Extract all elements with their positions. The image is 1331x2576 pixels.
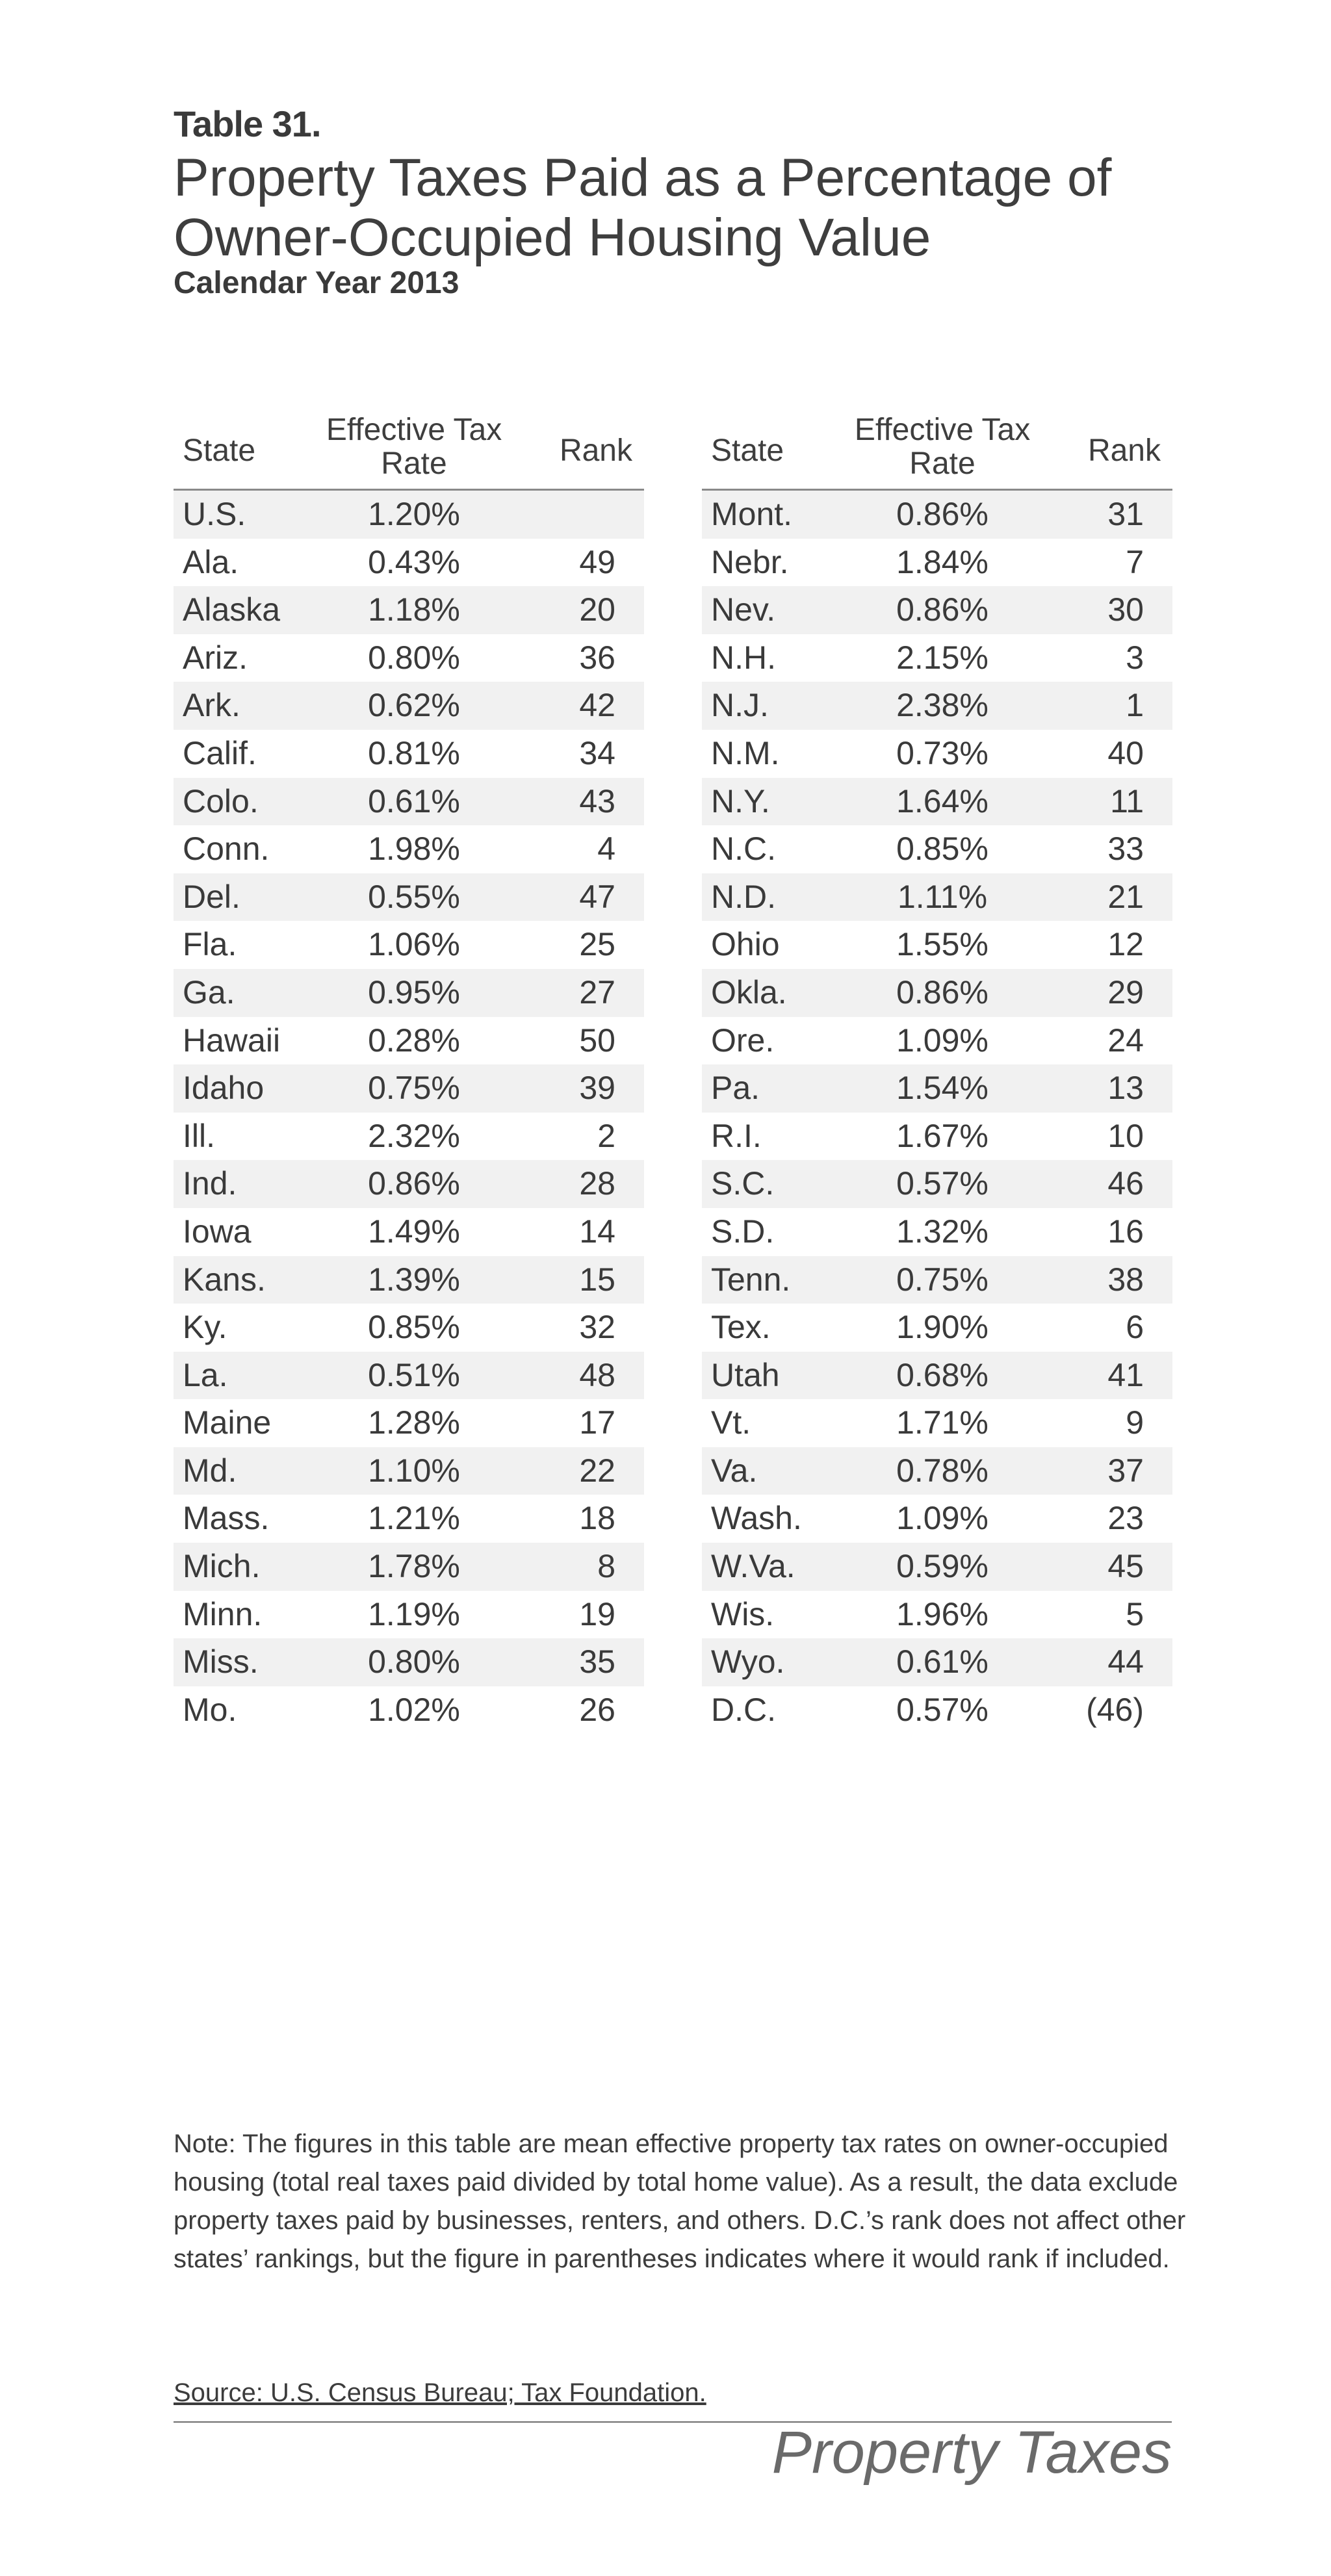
cell-rank: 16 [1107,1213,1144,1250]
cell-state: R.I. [711,1117,762,1154]
cell-rank: 23 [1107,1500,1144,1537]
cell-state: Hawaii [183,1022,281,1059]
cell-rank: 6 [1126,1309,1144,1346]
column-header-state: State [711,433,784,468]
cell-state: Fla. [183,926,237,963]
cell-rank: 35 [579,1643,615,1681]
cell-rate: 1.19% [368,1595,460,1632]
cell-rank: 46 [1107,1165,1144,1202]
cell-rank: 38 [1107,1261,1144,1298]
cell-rank: 45 [1107,1548,1144,1585]
cell-state: Miss. [183,1643,259,1681]
table-row [702,1399,1172,1447]
cell-state: Ore. [711,1022,775,1059]
cell-state: W.Va. [711,1548,795,1585]
cell-state: Wash. [711,1500,802,1537]
cell-rate: 0.86% [368,1165,460,1202]
cell-rate: 1.49% [368,1213,460,1250]
cell-rank: 37 [1107,1452,1144,1489]
cell-state: Ill. [183,1117,215,1154]
cell-state: Ark. [183,687,240,724]
cell-rate: 0.75% [368,1070,460,1107]
cell-rate: 0.86% [896,496,989,532]
table-row [174,634,644,682]
cell-rank: 21 [1107,878,1144,915]
cell-rate: 1.71% [896,1404,989,1441]
cell-rank: 26 [579,1691,615,1728]
table-row [174,1591,644,1639]
table-row [702,1447,1172,1495]
cell-rank: 44 [1107,1643,1144,1681]
cell-rate: 2.38% [896,687,989,724]
right-table-header [702,413,1172,491]
cell-state: Iowa [183,1213,252,1250]
cell-rate: 1.55% [896,926,989,963]
cell-state: Idaho [183,1070,265,1107]
table-row [702,1543,1172,1591]
cell-rank: 32 [579,1309,615,1346]
cell-state: Tenn. [711,1261,791,1298]
cell-rate: 1.20% [368,496,460,532]
table-row [702,778,1172,826]
column-header-rank: Rank [559,433,632,468]
cell-rate: 0.86% [896,591,989,628]
cell-state: Pa. [711,1070,760,1107]
left-table-body [174,491,644,1734]
cell-rate: 2.15% [896,639,989,676]
table-row [702,1160,1172,1208]
table-row [702,1064,1172,1113]
table-row [174,778,644,826]
cell-rank: 41 [1107,1356,1144,1393]
table-row [174,825,644,873]
cell-rank: 14 [579,1213,615,1250]
cell-state: Tex. [711,1309,771,1346]
cell-rate: 1.28% [368,1404,460,1441]
table-row [702,1686,1172,1734]
cell-rank: 39 [579,1070,615,1107]
cell-state: S.C. [711,1165,775,1202]
table-row [174,1113,644,1161]
table-row [174,730,644,778]
table-row [702,969,1172,1017]
title-line-2: Owner-Occupied Housing Value [174,208,931,267]
table-row [702,539,1172,587]
cell-state: N.M. [711,734,780,771]
cell-rank: 13 [1107,1070,1144,1107]
cell-state: N.C. [711,831,776,868]
cell-state: Alaska [183,591,281,628]
table-row [174,1399,644,1447]
table-row [702,586,1172,634]
cell-rank: 8 [597,1548,615,1585]
table-row [174,1543,644,1591]
cell-rate: 0.62% [368,687,460,724]
table-row [174,1495,644,1543]
cell-rate: 1.06% [368,926,460,963]
cell-rate: 0.28% [368,1022,460,1059]
cell-rank: 20 [579,591,615,628]
cell-rank: 36 [579,639,615,676]
cell-rate: 0.43% [368,543,460,580]
cell-state: Vt. [711,1404,751,1441]
table-row [702,1495,1172,1543]
table-row [702,873,1172,921]
table-row [174,1064,644,1113]
left-table-header [174,413,644,491]
cell-rate: 0.75% [896,1261,989,1298]
cell-state: Ala. [183,543,239,580]
cell-rate: 1.78% [368,1548,460,1585]
cell-state: S.D. [711,1213,775,1250]
cell-rank: 1 [1126,687,1144,724]
cell-rate: 1.32% [896,1213,989,1250]
cell-rate: 1.90% [896,1309,989,1346]
cell-state: Kans. [183,1261,266,1298]
right-table [702,413,1172,1734]
cell-state: N.J. [711,687,769,724]
cell-rate: 0.59% [896,1548,989,1585]
table-row [174,873,644,921]
table-row [174,1352,644,1400]
cell-rank: 34 [579,734,615,771]
table-row [174,586,644,634]
table-row [174,491,644,539]
cell-rank: 18 [579,1500,615,1537]
cell-rate: 1.39% [368,1261,460,1298]
cell-rank: (46) [1086,1691,1144,1728]
table-row [174,1208,644,1256]
cell-rank: 33 [1107,831,1144,868]
cell-rank: 43 [579,782,615,819]
table-row [702,491,1172,539]
source-citation: Source: U.S. Census Bureau; Tax Foundation. [174,2378,706,2407]
cell-rank: 17 [579,1404,615,1441]
cell-rate: 0.73% [896,734,989,771]
cell-rank: 15 [579,1261,615,1298]
cell-rate: 0.57% [896,1691,989,1728]
table-row [702,1208,1172,1256]
table-row [174,969,644,1017]
cell-rank: 30 [1107,591,1144,628]
cell-rank: 19 [579,1595,615,1632]
cell-rate: 1.54% [896,1070,989,1107]
cell-state: N.D. [711,878,776,915]
cell-rate: 1.67% [896,1117,989,1154]
cell-state: Utah [711,1356,780,1393]
cell-rate: 0.86% [896,973,989,1011]
cell-rate: 0.51% [368,1356,460,1393]
cell-rate: 1.64% [896,782,989,819]
table-row [174,1160,644,1208]
cell-rank: 27 [579,973,615,1011]
table-row [174,539,644,587]
cell-rate: 1.09% [896,1022,989,1059]
cell-rate: 1.02% [368,1691,460,1728]
cell-state: Maine [183,1404,272,1441]
table-row [702,730,1172,778]
cell-state: Mass. [183,1500,270,1537]
cell-rate: 0.78% [896,1452,989,1489]
column-header-state: State [183,433,256,468]
table-row [702,634,1172,682]
table-row [174,1638,644,1686]
table-note: Note: The figures in this table are mean effective property tax rates on owner-occupied housing (total real taxes paid divided by total home value). As a result, the data exclude property taxes paid by businesses, renters, and others. D.C.’s rank does not affect other states’ rankings, but the figure in parentheses indicates where it would rank if included. [174,2130,1186,2273]
cell-rate: 0.85% [896,831,989,868]
table-row [702,1352,1172,1400]
table-row [174,1017,644,1065]
table-row [702,1017,1172,1065]
page-title [174,148,1213,268]
cell-rate: 0.85% [368,1309,460,1346]
cell-state: Nebr. [711,543,789,580]
cell-state: Ariz. [183,639,248,676]
right-table-body [702,491,1172,1734]
column-header-rate: Effective Tax Rate [854,413,1031,481]
cell-rank: 31 [1107,496,1144,532]
table-row [174,921,644,969]
cell-rate: 0.55% [368,878,460,915]
cell-state: Minn. [183,1595,263,1632]
table-row [702,1113,1172,1161]
cell-state: Mont. [711,496,793,532]
table-row [174,1256,644,1304]
cell-rate: 1.96% [896,1595,989,1632]
cell-state: Okla. [711,973,787,1011]
cell-state: Ohio [711,926,780,963]
cell-rank: 47 [579,878,615,915]
cell-state: La. [183,1356,228,1393]
cell-rate: 1.11% [897,878,988,915]
table-row [174,1686,644,1734]
cell-rank: 12 [1107,926,1144,963]
cell-rate: 0.61% [368,782,460,819]
cell-state: N.H. [711,639,776,676]
cell-rank: 22 [579,1452,615,1489]
cell-rate: 0.81% [368,734,460,771]
cell-rank: 49 [579,543,615,580]
cell-rate: 1.21% [368,1500,460,1537]
section-footer: Property Taxes [771,2419,1172,2486]
cell-rank: 7 [1126,543,1144,580]
cell-state: Conn. [183,831,270,868]
cell-state: Md. [183,1452,237,1489]
cell-rank: 24 [1107,1022,1144,1059]
cell-state: Mich. [183,1548,261,1585]
page-subtitle: Calendar Year 2013 [174,266,459,300]
cell-rank: 42 [579,687,615,724]
column-header-rank: Rank [1087,433,1161,468]
cell-rate: 1.98% [368,831,460,868]
cell-state: D.C. [711,1691,776,1728]
cell-state: Del. [183,878,240,915]
cell-state: Calif. [183,734,257,771]
cell-rate: 1.18% [368,591,460,628]
cell-rank: 48 [579,1356,615,1393]
cell-state: Nev. [711,591,776,628]
cell-rank: 29 [1107,973,1144,1011]
cell-rank: 4 [597,831,615,868]
left-table [174,413,644,1734]
cell-state: Wis. [711,1595,775,1632]
cell-rate: 1.84% [896,543,989,580]
cell-rank: 25 [579,926,615,963]
table-row [702,1638,1172,1686]
cell-rate: 1.10% [368,1452,460,1489]
table-label: Table 31. [174,103,321,144]
column-header-rate: Effective Tax Rate [326,413,502,481]
table-row [702,1304,1172,1352]
table-row [702,682,1172,730]
title-line-1: Property Taxes Paid as a Percentage of [174,148,1112,207]
cell-state: U.S. [183,496,246,532]
cell-state: Ga. [183,973,235,1011]
cell-rank: 28 [579,1165,615,1202]
cell-rate: 0.68% [896,1356,989,1393]
cell-state: Wyo. [711,1643,785,1681]
cell-rate: 0.80% [368,639,460,676]
cell-state: Va. [711,1452,758,1489]
table-row [174,682,644,730]
cell-rate: 2.32% [368,1117,460,1154]
table-row [702,825,1172,873]
cell-rank: 10 [1107,1117,1144,1154]
cell-rank: 9 [1126,1404,1144,1441]
cell-rate: 0.57% [896,1165,989,1202]
cell-state: N.Y. [711,782,770,819]
cell-rank: 3 [1126,639,1144,676]
table-row [702,1256,1172,1304]
table-row [702,1591,1172,1639]
cell-rank: 2 [597,1117,615,1154]
table-row [174,1447,644,1495]
cell-rank: 50 [579,1022,615,1059]
cell-state: Mo. [183,1691,237,1728]
cell-rate: 1.09% [896,1500,989,1537]
table-row [702,921,1172,969]
cell-rank: 11 [1110,782,1144,819]
cell-state: Ind. [183,1165,237,1202]
cell-rank: 5 [1126,1595,1144,1632]
cell-state: Colo. [183,782,259,819]
cell-state: Ky. [183,1309,227,1346]
cell-rank: 40 [1107,734,1144,771]
table-row [174,1304,644,1352]
cell-rate: 0.80% [368,1643,460,1681]
cell-rate: 0.95% [368,973,460,1011]
cell-rate: 0.61% [896,1643,989,1681]
